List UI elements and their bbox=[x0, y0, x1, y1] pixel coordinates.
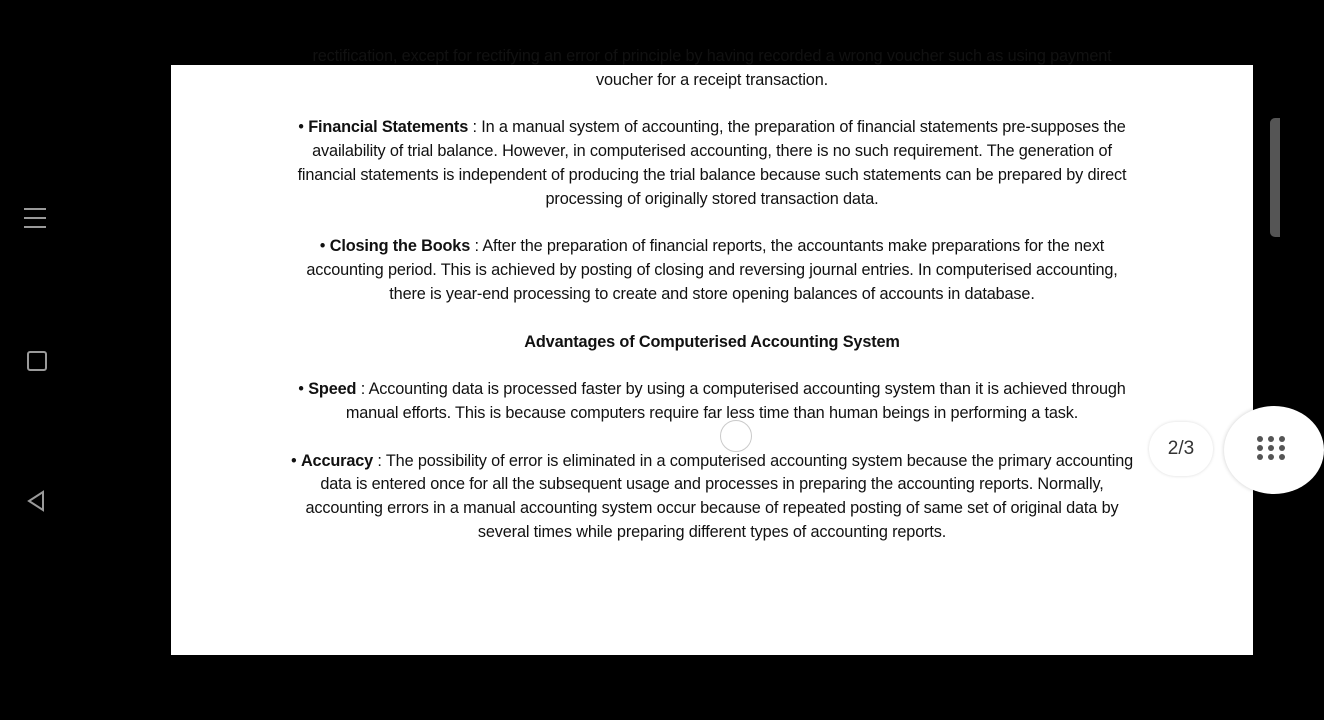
item-financial-statements: • Financial Statements : In a manual system of accounting, the preparation of financial statements pre-supposes the availability of trial balance. However, in computerised accounting, there is no such requirement. The generation of financial statements is independent of producing the trial balance because such statements can be prepared by direct processing of originally stored transaction data. bbox=[297, 118, 1127, 208]
touch-indicator bbox=[720, 420, 752, 452]
scrollbar[interactable] bbox=[1270, 118, 1280, 237]
document-content bbox=[291, 45, 1133, 569]
recent-apps-icon[interactable] bbox=[27, 351, 47, 371]
menu-icon[interactable] bbox=[24, 208, 48, 230]
paragraph-partial: rectification, except for rectifying an error of principle by having recorded a wrong voucher such as using payment voucher for a receipt transaction. bbox=[312, 47, 1112, 89]
back-icon[interactable] bbox=[26, 490, 46, 512]
advantage-accuracy: • Accuracy : The possibility of error is eliminated in a computerised accounting system because the primary accounting data is entered once for all the subsequent usage and processes in preparing the accounting reports. Normally, accounting errors in a manual accounting system occur because of repeated posting of same set of original data by several times while preparing different types of accounting reports. bbox=[291, 451, 1134, 541]
document-page bbox=[171, 47, 1253, 655]
section-heading: Advantages of Computerised Accounting System bbox=[524, 332, 900, 351]
advantage-speed: • Speed : Accounting data is processed faster by using a computerised accounting system than it is achieved through manual efforts. This is because computers require far less time than human beings in performing a task. bbox=[298, 380, 1126, 422]
grid-dots-icon bbox=[1257, 436, 1277, 460]
item-closing-books: • Closing the Books : After the preparation of financial reports, the accountants make preparations for the next accounting period. This is achieved by posting of closing and reversing journal entries. In computerised accounting, there is year-end processing to create and store opening balances of accounts in database. bbox=[306, 237, 1118, 303]
page-indicator: 2/3 bbox=[1149, 422, 1213, 476]
